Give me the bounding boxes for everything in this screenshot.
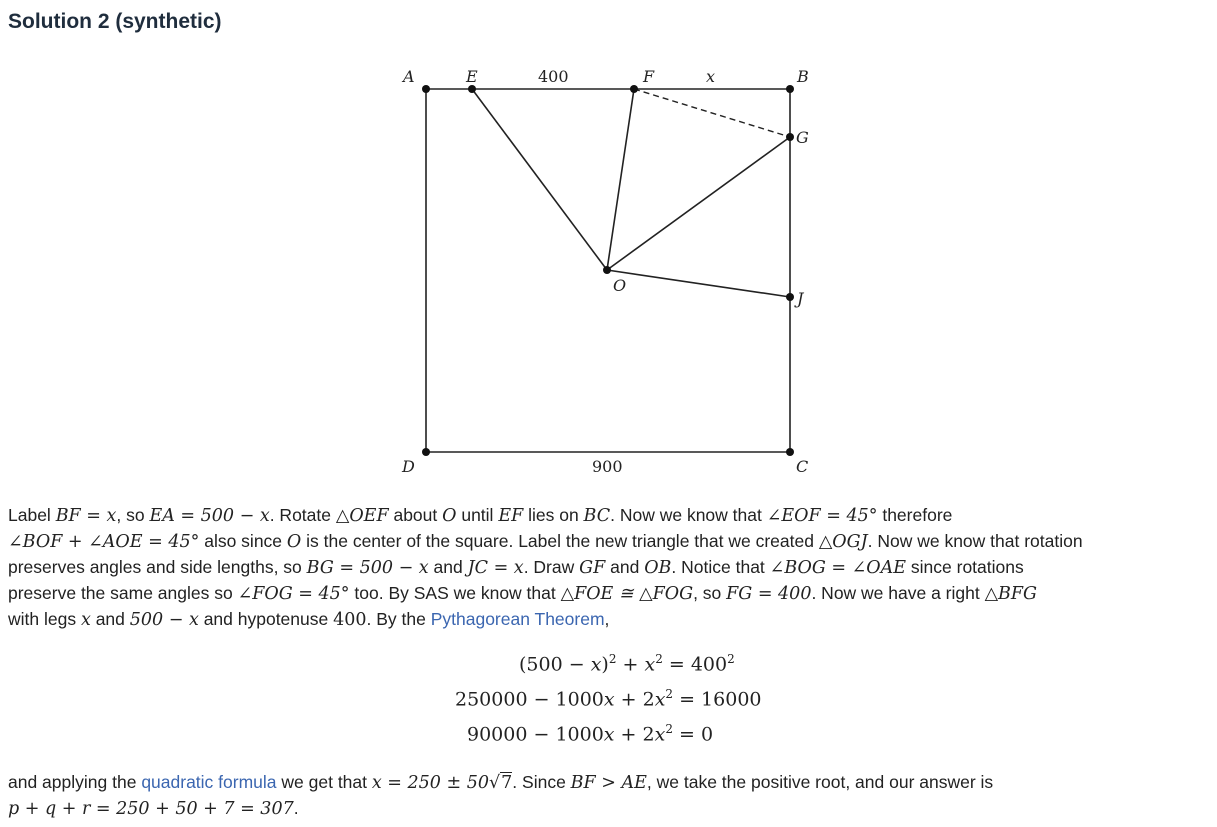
text-line-7: p + q + r = 250 + 50 + 7 = 307. [8, 798, 299, 819]
label-o: O [613, 276, 627, 295]
label-e: E [466, 67, 478, 86]
label-900: 900 [592, 457, 623, 476]
equation-2: $250000 - 1000x + 2x^2 = 16000$ [455, 687, 762, 711]
equation-1: $(500 - x)^2 + x^2 = 400^2$ [519, 652, 735, 676]
label-d: D [402, 457, 415, 476]
label-a: A [403, 67, 415, 86]
equation-3: $90000 - 1000x + 2x^2 = 0$ [467, 722, 714, 746]
text-line-5: with legs x and 500 − x and hypotenuse 400. By the Pythagorean Theorem, [8, 609, 610, 630]
text-line-2: ∠BOF + ∠AOE = 45° also since O is the center of the square. Label the new triangle that we created △OGJ. Now we know that rotation [8, 531, 1083, 552]
text-line-3: preserves angles and side lengths, so BG = 500 − x and JC = x. Draw GF and OB. Notice that ∠BOG = ∠OAE since rotations [8, 557, 1024, 578]
solution-heading: Solution 2 (synthetic) [8, 10, 222, 33]
label-b: B [797, 67, 809, 86]
triangle-segments [472, 89, 790, 297]
sqrt-sign: √ [489, 773, 501, 793]
quadratic-formula-link[interactable]: quadratic formula [141, 772, 277, 792]
text-line-6: and applying the quadratic formula we get that x = 250 ± 50√7. Since BF > AE, we take the positive root, and our answer is [8, 772, 994, 793]
points [422, 85, 794, 456]
text-line-1: Label BF = x, so EA = 500 − x. Rotate △OEF about O until EF lies on BC. Now we know that ∠EOF = 45° therefore [8, 505, 953, 526]
label-x: x [706, 67, 716, 86]
label-400: 400 [538, 67, 569, 86]
label-g: G [796, 128, 809, 147]
pythagorean-theorem-link[interactable]: Pythagorean Theorem [430, 609, 605, 629]
dashed-segment-fg [634, 89, 790, 137]
label-f: F [643, 67, 655, 86]
label-j: J [797, 289, 804, 308]
text-line-4: preserve the same angles so ∠FOG = 45° too. By SAS we know that △FOE ≅ △FOG, so FG = 400. Now we have a right △BFG [8, 583, 1038, 604]
label-c: C [796, 457, 809, 476]
